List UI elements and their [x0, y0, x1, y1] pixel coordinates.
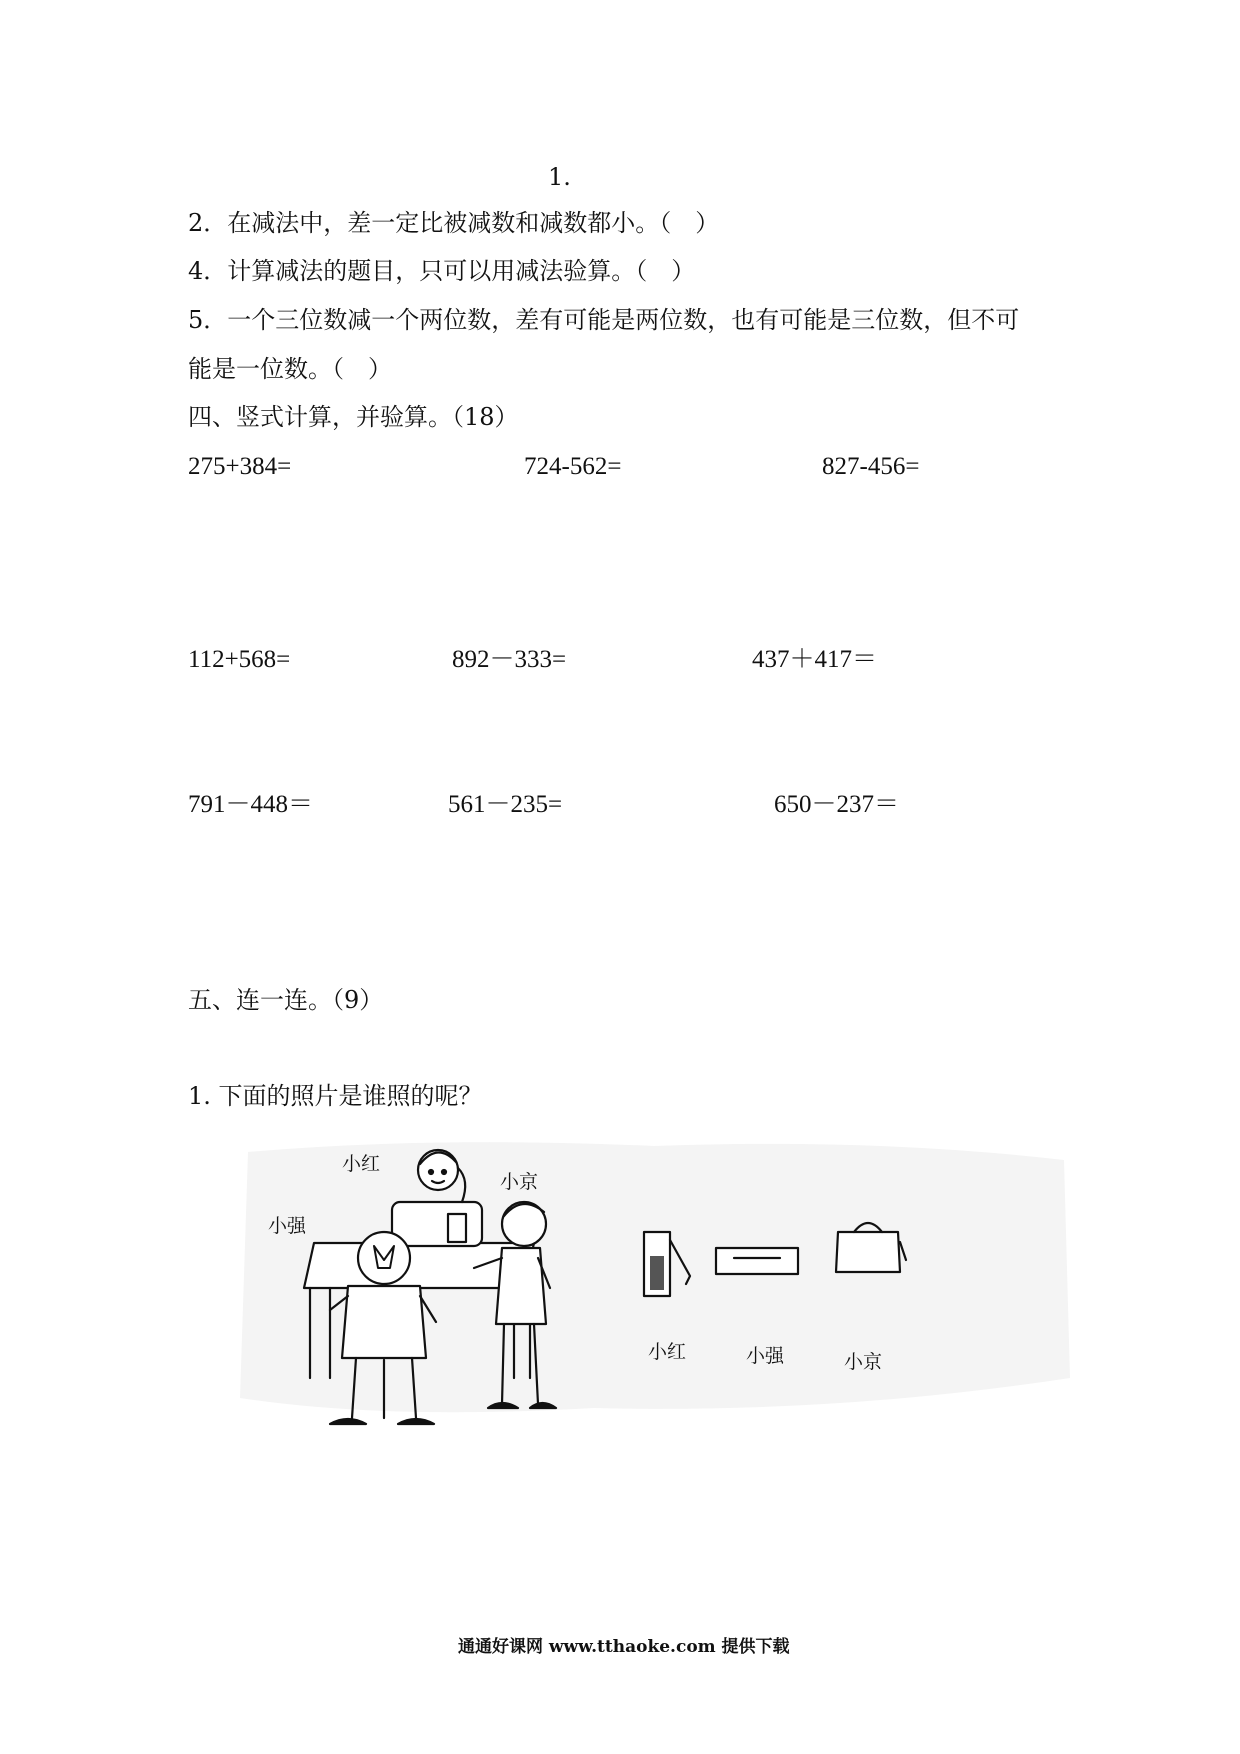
judgement-item-5-line2: 能是一位数。（ ） — [188, 355, 392, 383]
vertical-calc-problem: 724-562= — [524, 453, 622, 480]
judgement-item-5-line1: 5．一个三位数减一个两位数，差有可能是两位数，也有可能是三位数，但不可 — [188, 306, 1020, 334]
page-footer: 通通好课网 www.tthaoke.com 提供下载 — [458, 1637, 790, 1657]
answer-label-xiaoqiang[interactable]: 小强 — [746, 1345, 785, 1367]
vertical-calc-problem: 275+384= — [188, 453, 292, 480]
section-5-question: 1. 下面的照片是谁照的呢？ — [188, 1082, 483, 1110]
answer-label-xiaohong[interactable]: 小红 — [648, 1341, 687, 1363]
section-5-heading: 五、连一连。（9） — [188, 986, 384, 1014]
scene-label-xiaohong: 小红 — [342, 1153, 381, 1175]
question-number-fragment: 1. — [548, 163, 571, 191]
vertical-calc-problem: 892－333= — [452, 646, 567, 673]
photo-matching-illustration — [234, 1128, 1074, 1434]
section-4-heading: 四、竖式计算，并验算。（18） — [188, 403, 519, 431]
vertical-calc-problem: 437＋417＝ — [752, 646, 878, 673]
judgement-item-4: 4．计算减法的题目，只可以用减法验算。（ ） — [188, 257, 696, 285]
vertical-calc-problem: 827-456= — [822, 453, 920, 480]
scene-label-xiaojing: 小京 — [500, 1171, 539, 1193]
vertical-calc-problem: 650－237＝ — [774, 791, 900, 818]
judgement-item-2: 2．在减法中，差一定比被减数和减数都小。（ ） — [188, 209, 720, 237]
vertical-calc-problem: 561－235= — [448, 791, 563, 818]
answer-label-xiaojing[interactable]: 小京 — [844, 1351, 883, 1373]
vertical-calc-problem: 791－448＝ — [188, 791, 314, 818]
vertical-calc-problem: 112+568= — [188, 646, 291, 673]
scene-label-xiaoqiang: 小强 — [268, 1215, 307, 1237]
